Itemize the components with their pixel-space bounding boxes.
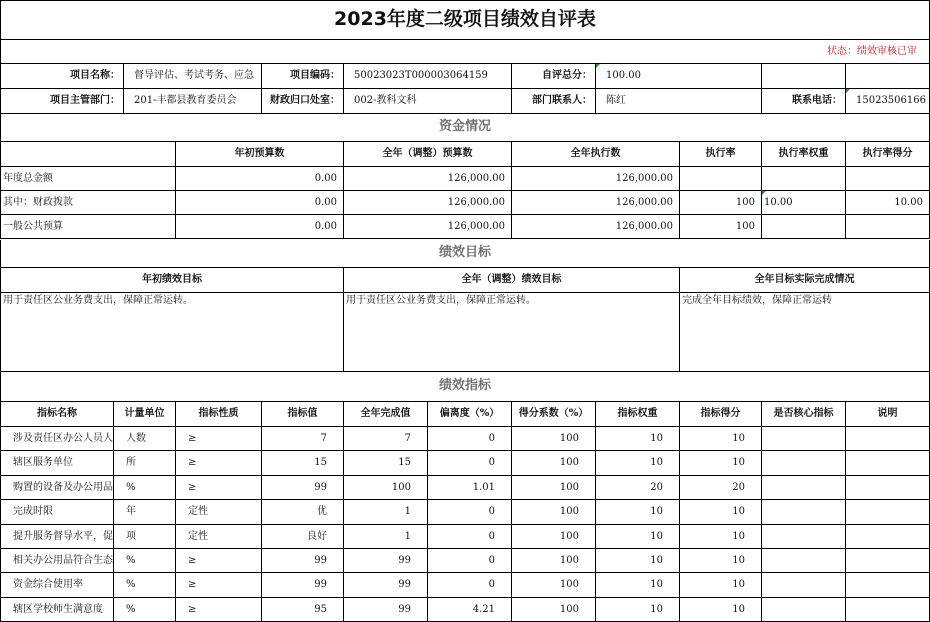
indicator-value-cell: 4.21 bbox=[428, 598, 512, 622]
indicator-value-cell: 0 bbox=[428, 573, 512, 597]
section-title-goals: 绩效目标 bbox=[0, 240, 930, 268]
funds-value-cell bbox=[680, 167, 762, 191]
project-name-value: 督导评估、考试考务、应急 bbox=[124, 64, 262, 89]
funds-value-cell: 10.00 bbox=[846, 191, 930, 215]
indicator-value-cell: 99 bbox=[262, 476, 344, 500]
cell-marker-icon bbox=[762, 191, 766, 195]
indicator-value-cell: 10 bbox=[680, 427, 762, 451]
indicator-value-cell: 10 bbox=[680, 549, 762, 573]
indicator-value-cell: 99 bbox=[262, 573, 344, 597]
project-code-value: 50023023T000003064159 bbox=[344, 64, 512, 89]
funds-value-cell: 10.00 bbox=[762, 191, 846, 215]
indicator-value-cell: 0 bbox=[428, 451, 512, 475]
indicator-value-cell bbox=[762, 573, 846, 597]
indicator-value-cell: 项 bbox=[114, 525, 176, 549]
indicator-name-cell: 提升服务督导水平，促 bbox=[0, 525, 114, 549]
indicator-header-cell: 全年完成值 bbox=[344, 402, 428, 427]
indicator-name-cell: 涉及责任区办公人员人 bbox=[0, 427, 114, 451]
indicator-header-cell: 偏离度（%） bbox=[428, 402, 512, 427]
indicator-value-cell: 所 bbox=[114, 451, 176, 475]
indicator-name-cell: 购置的设备及办公用品 bbox=[0, 476, 114, 500]
indicator-header-cell: 指标性质 bbox=[176, 402, 262, 427]
indicator-value-cell: 0 bbox=[428, 500, 512, 524]
indicator-value-cell bbox=[846, 476, 930, 500]
status-label: 状态：绩效审核已审 bbox=[0, 40, 930, 64]
indicator-value-cell: % bbox=[114, 573, 176, 597]
indicator-value-cell: % bbox=[114, 476, 176, 500]
indicator-value-cell: ≥ bbox=[176, 598, 262, 622]
funds-value-cell: 100 bbox=[680, 191, 762, 215]
indicator-value-cell: 100 bbox=[512, 549, 596, 573]
funds-value-cell: 0.00 bbox=[176, 191, 344, 215]
funds-header-cell: 执行率 bbox=[680, 142, 762, 167]
indicator-value-cell: ≥ bbox=[176, 573, 262, 597]
indicator-value-cell: 0 bbox=[428, 525, 512, 549]
indicator-value-cell: 100 bbox=[512, 476, 596, 500]
indicator-header-cell: 计量单位 bbox=[114, 402, 176, 427]
project-name-label: 项目名称： bbox=[0, 64, 124, 89]
indicator-header-cell: 说明 bbox=[846, 402, 930, 427]
indicator-value-cell: ≥ bbox=[176, 476, 262, 500]
indicator-value-cell: 100 bbox=[344, 476, 428, 500]
info-empty-cell bbox=[846, 64, 930, 89]
indicator-value-cell bbox=[762, 549, 846, 573]
indicator-value-cell: 99 bbox=[344, 598, 428, 622]
indicator-header-cell: 指标权重 bbox=[596, 402, 680, 427]
indicator-value-cell: 10 bbox=[680, 500, 762, 524]
indicator-value-cell bbox=[846, 549, 930, 573]
indicator-value-cell: % bbox=[114, 549, 176, 573]
funds-value-cell: 126,000.00 bbox=[344, 191, 512, 215]
indicator-value-cell bbox=[846, 451, 930, 475]
funds-header-cell: 全年执行数 bbox=[512, 142, 680, 167]
section-title-funds: 资金情况 bbox=[0, 114, 930, 142]
indicator-value-cell: 10 bbox=[596, 598, 680, 622]
indicator-value-cell: 100 bbox=[512, 500, 596, 524]
indicator-value-cell: 15 bbox=[344, 451, 428, 475]
funds-value-cell bbox=[762, 167, 846, 191]
indicator-header-cell: 指标值 bbox=[262, 402, 344, 427]
indicator-value-cell: 95 bbox=[262, 598, 344, 622]
phone-label: 联系电话： bbox=[762, 89, 846, 114]
contact-label: 部门联系人： bbox=[512, 89, 596, 114]
indicator-value-cell bbox=[762, 427, 846, 451]
office-value: 002-教科文科 bbox=[344, 89, 512, 114]
indicator-value-cell bbox=[846, 525, 930, 549]
indicator-value-cell: 100 bbox=[512, 525, 596, 549]
indicator-name-cell: 辖区服务单位 bbox=[0, 451, 114, 475]
funds-value-cell: 100 bbox=[680, 215, 762, 239]
indicator-value-cell: 10 bbox=[596, 525, 680, 549]
indicator-name-cell: 辖区学校师生满意度 bbox=[0, 598, 114, 622]
funds-value-cell bbox=[846, 215, 930, 239]
funds-value-cell: 126,000.00 bbox=[344, 215, 512, 239]
indicator-value-cell: 10 bbox=[596, 573, 680, 597]
indicator-value-cell bbox=[762, 451, 846, 475]
indicator-header-cell: 指标得分 bbox=[680, 402, 762, 427]
dept-label: 项目主管部门： bbox=[0, 89, 124, 114]
office-label: 财政归口处室： bbox=[262, 89, 344, 114]
indicator-value-cell: 100 bbox=[512, 573, 596, 597]
indicator-value-cell bbox=[762, 500, 846, 524]
indicator-value-cell: 100 bbox=[512, 451, 596, 475]
self-score-value: 100.00 bbox=[596, 64, 762, 89]
funds-value-cell: 126,000.00 bbox=[512, 167, 680, 191]
funds-row-label: 其中：财政拨款 bbox=[0, 191, 176, 215]
indicator-value-cell: 1.01 bbox=[428, 476, 512, 500]
phone-value: 15023506166 bbox=[846, 89, 930, 114]
goals-header-cell: 全年目标实际完成情况 bbox=[680, 268, 930, 293]
indicator-value-cell: 100 bbox=[512, 427, 596, 451]
indicator-value-cell: 20 bbox=[680, 476, 762, 500]
funds-value-cell: 126,000.00 bbox=[344, 167, 512, 191]
funds-row-label: 年度总金额 bbox=[0, 167, 176, 191]
indicator-value-cell: ≥ bbox=[176, 427, 262, 451]
section-title-indicators: 绩效指标 bbox=[0, 372, 930, 402]
indicator-value-cell: 100 bbox=[512, 598, 596, 622]
indicator-value-cell bbox=[762, 525, 846, 549]
indicator-value-cell: 年 bbox=[114, 500, 176, 524]
indicator-value-cell: 10 bbox=[596, 549, 680, 573]
indicator-value-cell bbox=[762, 476, 846, 500]
indicator-value-cell: 1 bbox=[344, 525, 428, 549]
funds-value-cell: 0.00 bbox=[176, 215, 344, 239]
indicator-value-cell: 10 bbox=[596, 451, 680, 475]
indicator-value-cell: 10 bbox=[680, 598, 762, 622]
funds-row-label: 一般公共预算 bbox=[0, 215, 176, 239]
cell-marker-icon bbox=[846, 89, 850, 93]
indicator-value-cell: % bbox=[114, 598, 176, 622]
indicator-value-cell: 定性 bbox=[176, 525, 262, 549]
indicator-value-cell: 99 bbox=[344, 549, 428, 573]
indicator-header-cell: 得分系数（%） bbox=[512, 402, 596, 427]
indicator-value-cell: 10 bbox=[680, 525, 762, 549]
indicator-value-cell bbox=[846, 500, 930, 524]
dept-value: 201-丰都县教育委员会 bbox=[124, 89, 262, 114]
indicator-name-cell: 相关办公用品符合生态 bbox=[0, 549, 114, 573]
contact-value: 陈红 bbox=[596, 89, 762, 114]
indicator-value-cell: 99 bbox=[262, 549, 344, 573]
indicator-value-cell: 15 bbox=[262, 451, 344, 475]
indicator-value-cell: 20 bbox=[596, 476, 680, 500]
funds-header-cell: 执行率得分 bbox=[846, 142, 930, 167]
goals-header-cell: 年初绩效目标 bbox=[0, 268, 344, 293]
indicator-value-cell: 0 bbox=[428, 427, 512, 451]
indicator-value-cell: 99 bbox=[344, 573, 428, 597]
indicator-value-cell: 10 bbox=[596, 427, 680, 451]
indicator-value-cell bbox=[762, 598, 846, 622]
goals-value-cell: 用于责任区公业务费支出，保障正常运转。 bbox=[344, 293, 680, 372]
indicator-value-cell: ≥ bbox=[176, 451, 262, 475]
funds-value-cell: 0.00 bbox=[176, 167, 344, 191]
indicator-header-cell: 是否核心指标 bbox=[762, 402, 846, 427]
indicator-value-cell: 7 bbox=[262, 427, 344, 451]
indicator-name-cell: 资金综合使用率 bbox=[0, 573, 114, 597]
indicator-value-cell: 0 bbox=[428, 549, 512, 573]
indicator-value-cell: 10 bbox=[680, 573, 762, 597]
indicator-value-cell: 1 bbox=[344, 500, 428, 524]
self-score-label: 自评总分： bbox=[512, 64, 596, 89]
info-empty-cell bbox=[762, 64, 846, 89]
indicator-name-cell: 完成时限 bbox=[0, 500, 114, 524]
goals-value-cell: 用于责任区公业务费支出，保障正常运转。 bbox=[0, 293, 344, 372]
page-title: 2023年度二级项目绩效自评表 bbox=[0, 0, 930, 40]
indicator-value-cell: 10 bbox=[680, 451, 762, 475]
indicator-value-cell: 良好 bbox=[262, 525, 344, 549]
funds-header-cell: 执行率权重 bbox=[762, 142, 846, 167]
funds-header-cell: 全年（调整）预算数 bbox=[344, 142, 512, 167]
funds-value-cell: 126,000.00 bbox=[512, 215, 680, 239]
indicator-value-cell: ≥ bbox=[176, 549, 262, 573]
indicator-value-cell: 优 bbox=[262, 500, 344, 524]
indicator-value-cell: 人数 bbox=[114, 427, 176, 451]
funds-header-cell: 年初预算数 bbox=[176, 142, 344, 167]
funds-header-cell bbox=[0, 142, 176, 167]
indicator-header-cell: 指标名称 bbox=[0, 402, 114, 427]
funds-value-cell: 126,000.00 bbox=[512, 191, 680, 215]
indicator-value-cell: 10 bbox=[596, 500, 680, 524]
funds-value-cell bbox=[846, 167, 930, 191]
indicator-value-cell bbox=[846, 427, 930, 451]
indicator-value-cell bbox=[846, 573, 930, 597]
funds-value-cell bbox=[762, 215, 846, 239]
indicator-value-cell: 定性 bbox=[176, 500, 262, 524]
indicator-value-cell: 7 bbox=[344, 427, 428, 451]
goals-header-cell: 全年（调整）绩效目标 bbox=[344, 268, 680, 293]
indicator-value-cell bbox=[846, 598, 930, 622]
project-code-label: 项目编码： bbox=[262, 64, 344, 89]
cell-marker-icon bbox=[596, 64, 600, 68]
goals-value-cell: 完成全年目标绩效，保障正常运转 bbox=[680, 293, 930, 372]
